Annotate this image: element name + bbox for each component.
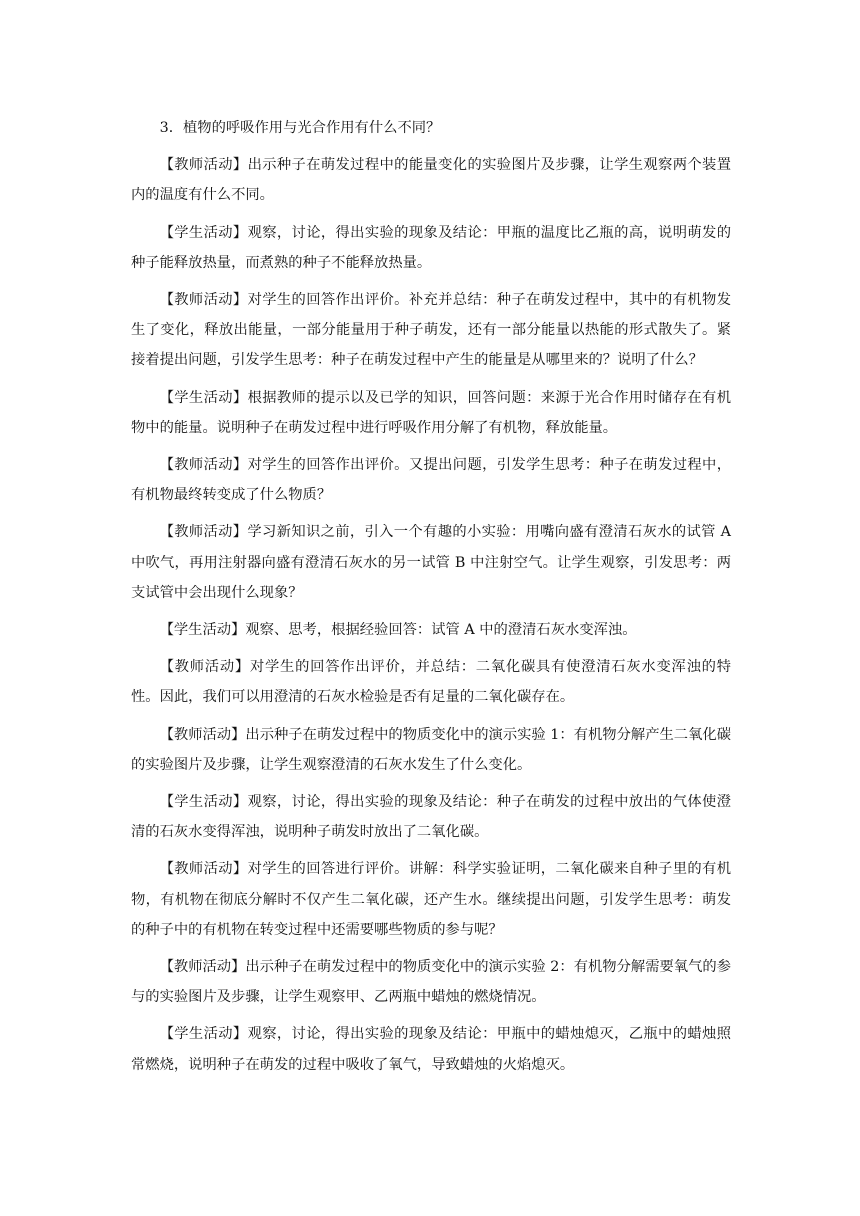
paragraph-text: 对学生的回答作出评价。又提出问题，引发学生思考：种子在萌发过程中，有机物最终转变成了什么物质？ <box>131 457 732 504</box>
activity-label: 【教师活动】 <box>159 861 248 878</box>
paragraph <box>131 652 731 712</box>
paragraph <box>131 787 731 847</box>
activity-label: 【教师活动】 <box>159 659 250 676</box>
paragraph <box>131 383 731 443</box>
paragraph-text: 对学生的回答作出评价。补充并总结：种子在萌发过程中，其中的有机物发生了变化，释放出能量，一部分能量用于种子萌发，还有一部分能量以热能的形式散失了。紧接着提出问题，引发学生思考：种子在萌发过程中产生的能量是从哪里来的？说明了什么？ <box>131 292 732 369</box>
activity-label: 【教师活动】 <box>159 292 248 309</box>
activity-label: 【学生活动】 <box>159 224 248 241</box>
activity-label: 【教师活动】 <box>159 959 246 976</box>
section-heading: 3．植物的呼吸作用与光合作用有什么不同？ <box>159 120 441 136</box>
paragraph <box>131 150 731 210</box>
paragraph <box>131 952 731 1012</box>
paragraph <box>131 720 731 780</box>
activity-label: 【学生活动】 <box>159 1026 248 1043</box>
activity-label: 【学生活动】 <box>159 622 246 639</box>
paragraph <box>131 1019 731 1079</box>
paragraph-text: 出示种子在萌发过程中的物质变化中的演示实验 1：有机物分解产生二氧化碳的实验图片及步骤，让学生观察澄清的石灰水发生了什么变化。 <box>131 726 731 773</box>
activity-label: 【学生活动】 <box>159 794 248 811</box>
activity-label: 【教师活动】 <box>159 157 248 174</box>
paragraph-text: 学习新知识之前，引入一个有趣的小实验：用嘴向盛有澄清石灰水的试管 A 中吹气，再用注射器向盛有澄清石灰水的另一试管 B 中注射空气。让学生观察，引发思考：两支试管中会出现什么现象？ <box>131 524 731 601</box>
paragraph-text: 观察，讨论，得出实验的现象及结论：甲瓶中的蜡烛熄灭，乙瓶中的蜡烛照常燃烧，说明种子在萌发的过程中吸收了氧气，导致蜡烛的火焰熄灭。 <box>131 1026 732 1073</box>
paragraph-text: 对学生的回答作出评价，并总结：二氧化碳具有使澄清石灰水变浑浊的特性。因此，我们可以用澄清的石灰水检验是否有足量的二氧化碳存在。 <box>131 659 731 706</box>
paragraph-text: 观察、思考，根据经验回答：试管 A 中的澄清石灰水变浑浊。 <box>245 622 637 639</box>
paragraph-text: 观察，讨论，得出实验的现象及结论：种子在萌发的过程中放出的气体使澄清的石灰水变得浑浊，说明种子萌发时放出了二氧化碳。 <box>131 794 732 841</box>
activity-label: 【教师活动】 <box>159 524 248 541</box>
paragraph <box>131 854 731 945</box>
paragraph-text: 根据教师的提示以及已学的知识，回答问题：来源于光合作用时储存在有机物中的能量。说明种子在萌发过程中进行呼吸作用分解了有机物，释放能量。 <box>131 389 732 436</box>
activity-label: 【教师活动】 <box>159 457 248 474</box>
paragraph <box>131 615 731 645</box>
document-body <box>131 113 731 1087</box>
paragraph-list <box>131 150 731 1080</box>
paragraph-text: 观察，讨论，得出实验的现象及结论：甲瓶的温度比乙瓶的高，说明萌发的种子能释放热量，而煮熟的种子不能释放热量。 <box>131 224 732 271</box>
paragraph <box>131 517 731 608</box>
paragraph-text: 出示种子在萌发过程中的能量变化的实验图片及步骤，让学生观察两个装置内的温度有什么不同。 <box>131 157 732 204</box>
paragraph <box>131 450 731 510</box>
paragraph-text: 对学生的回答进行评价。讲解：科学实验证明，二氧化碳来自种子里的有机物，有机物在彻底分解时不仅产生二氧化碳，还产生水。继续提出问题，引发学生思考：萌发的种子中的有机物在转变过程中还需要哪些物质的参与呢？ <box>131 861 732 938</box>
paragraph-text: 出示种子在萌发过程中的物质变化中的演示实验 2：有机物分解需要氧气的参与的实验图片及步骤，让学生观察甲、乙两瓶中蜡烛的燃烧情况。 <box>131 959 731 1006</box>
paragraph <box>131 218 731 278</box>
activity-label: 【教师活动】 <box>159 726 246 743</box>
activity-label: 【学生活动】 <box>159 389 248 406</box>
paragraph <box>131 285 731 376</box>
